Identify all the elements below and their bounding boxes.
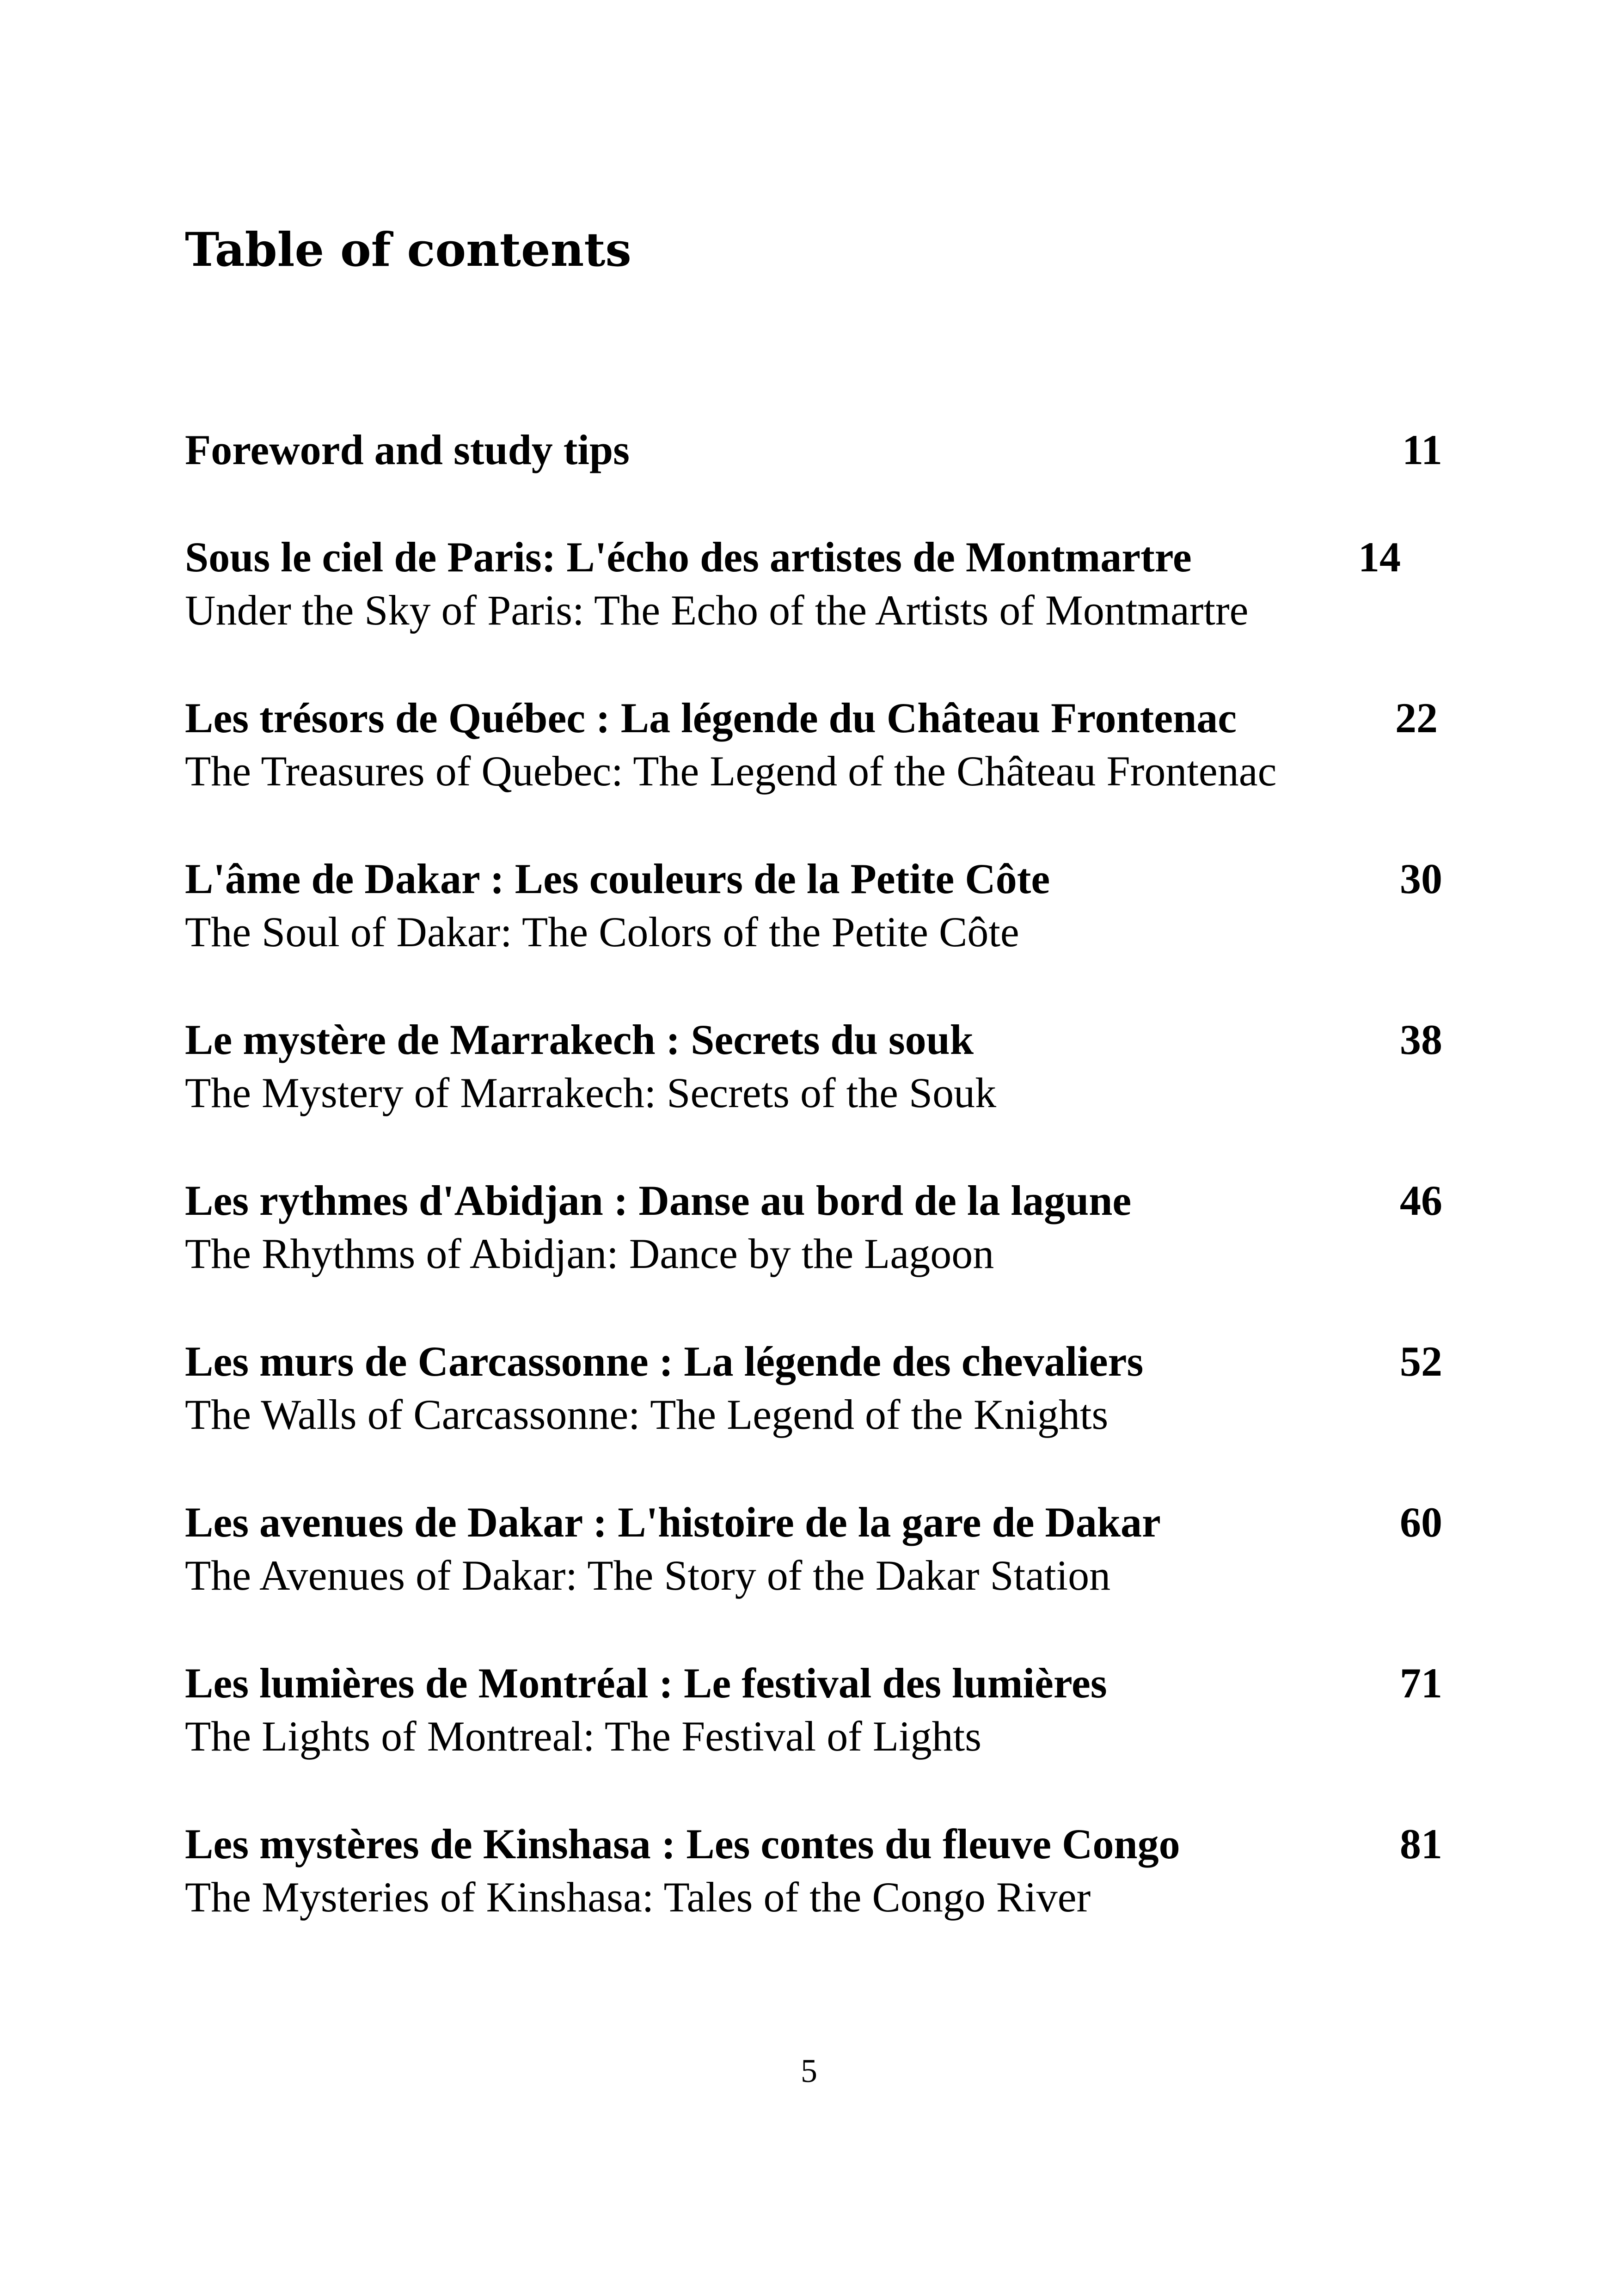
toc-entry-page-number: 46	[1400, 1177, 1442, 1224]
toc-entry-page-number: 22	[1395, 694, 1438, 741]
toc-entry-carcassonne[interactable]	[185, 1336, 1442, 1456]
toc-entry-quebec[interactable]	[185, 692, 1442, 813]
toc-entry-title: Les lumières de Montréal : Le festival des lumières	[185, 1659, 1107, 1707]
toc-entry-subtitle: The Lights of Montreal: The Festival of Lights	[185, 1713, 982, 1760]
toc-entry-title: Les mystères de Kinshasa : Les contes du fleuve Congo	[185, 1820, 1180, 1867]
toc-entry-kinshasa[interactable]	[185, 1818, 1442, 1939]
toc-entry-title: L'âme de Dakar : Les couleurs de la Petite Côte	[185, 855, 1050, 902]
page-title: Table of contents	[185, 222, 631, 277]
toc-entry-dakar-avenues[interactable]	[185, 1497, 1442, 1617]
toc-entry-subtitle: The Treasures of Quebec: The Legend of the Château Frontenac	[185, 747, 1277, 795]
toc-entry-page-number: 38	[1400, 1016, 1442, 1063]
toc-entry-page-number: 14	[1358, 533, 1401, 581]
page-number: 5	[801, 2052, 817, 2089]
toc-entry-page-number: 52	[1400, 1338, 1442, 1385]
toc-entry-paris[interactable]	[185, 532, 1442, 652]
toc-entry-marrakech[interactable]	[185, 1014, 1442, 1134]
toc-entry-foreword[interactable]	[185, 424, 1442, 545]
toc-entry-montreal[interactable]	[185, 1658, 1442, 1778]
toc-entry-title: Foreword and study tips	[185, 426, 630, 473]
toc-entry-page-number: 30	[1400, 855, 1442, 902]
toc-entry-subtitle: The Mysteries of Kinshasa: Tales of the Congo River	[185, 1874, 1091, 1921]
toc-entry-page-number: 60	[1400, 1499, 1442, 1546]
toc-entry-subtitle: The Soul of Dakar: The Colors of the Petite Côte	[185, 908, 1019, 955]
toc-entry-dakar-soul[interactable]	[185, 853, 1442, 974]
toc-entry-title: Sous le ciel de Paris: L'écho des artistes de Montmartre	[185, 533, 1192, 581]
toc-entry-subtitle: The Walls of Carcassonne: The Legend of the Knights	[185, 1391, 1109, 1438]
toc-entry-title: Les trésors de Québec : La légende du Château Frontenac	[185, 694, 1237, 741]
toc-entry-title: Le mystère de Marrakech : Secrets du souk	[185, 1016, 974, 1063]
toc-entry-subtitle: The Rhythms of Abidjan: Dance by the Lagoon	[185, 1230, 994, 1277]
toc-entry-page-number: 11	[1402, 426, 1442, 473]
toc-entry-title: Les rythmes d'Abidjan : Danse au bord de la lagune	[185, 1177, 1132, 1224]
toc-entry-page-number: 71	[1400, 1659, 1442, 1707]
toc-entry-subtitle: The Avenues of Dakar: The Story of the Dakar Station	[185, 1552, 1111, 1599]
toc-entry-subtitle: The Mystery of Marrakech: Secrets of the Souk	[185, 1069, 997, 1116]
toc-entry-page-number: 81	[1400, 1820, 1442, 1867]
toc-entry-abidjan[interactable]	[185, 1175, 1442, 1295]
toc-entry-subtitle: Under the Sky of Paris: The Echo of the Artists of Montmartre	[185, 587, 1249, 634]
toc-entry-title: Les murs de Carcassonne : La légende des chevaliers	[185, 1338, 1144, 1385]
toc-entry-title: Les avenues de Dakar : L'histoire de la gare de Dakar	[185, 1499, 1161, 1546]
